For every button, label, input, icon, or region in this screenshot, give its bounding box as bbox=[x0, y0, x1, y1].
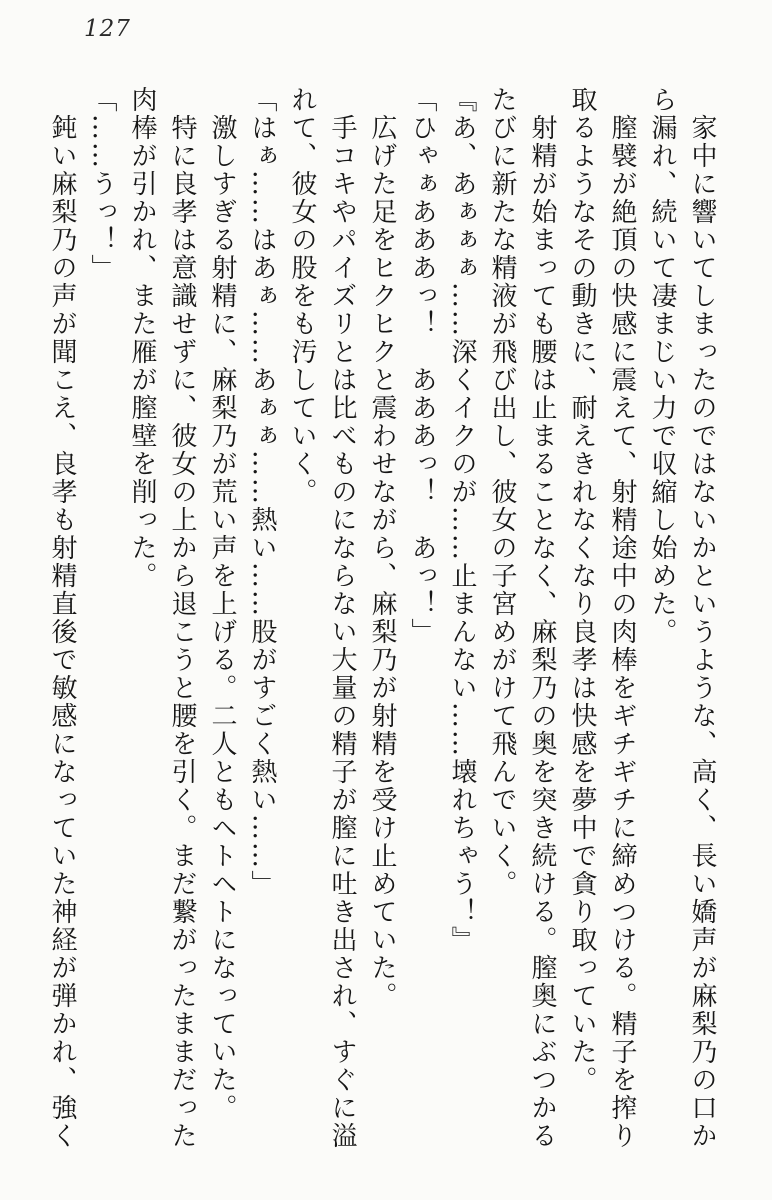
narrative-paragraph bbox=[642, 86, 722, 1154]
text-line: 『あ、あぁぁぁ……深くイクのが……止まんない……壊れちゃう！』 bbox=[447, 86, 477, 954]
text-line: 鈍い麻梨乃の声が聞こえ、良孝も射精直後で敏感になっていた神経が弾かれ、強く bbox=[47, 114, 77, 1150]
text-line: 家中に響いてしまったのではないかというような、高く、長い嬌声が麻梨乃の口か bbox=[687, 114, 717, 1150]
narrative-paragraph bbox=[42, 86, 82, 1154]
dialogue-paragraph bbox=[242, 86, 282, 1154]
text-line: 射精が始まっても腰は止まることなく、麻梨乃の奥を突き続ける。膣奥にぶつかる bbox=[527, 114, 557, 1150]
text-line: 膣襞が絶頂の快感に震えて、射精途中の肉棒をギチギチに締めつける。精子を搾り bbox=[607, 114, 637, 1150]
text-block bbox=[40, 86, 722, 1154]
text-line: たびに新たな精液が飛び出し、彼女の子宮めがけて飛んでいく。 bbox=[487, 86, 517, 898]
page-number: 127 bbox=[84, 16, 131, 42]
text-line: れて、彼女の股をも汚していく。 bbox=[287, 86, 317, 506]
narrative-paragraph bbox=[362, 86, 402, 1154]
text-line: ら漏れ、続いて凄まじい力で収縮し始めた。 bbox=[647, 86, 677, 646]
text-line: 特に良孝は意識せずに、彼女の上から退こうと腰を引く。まだ繋がったままだった bbox=[167, 114, 197, 1150]
narrative-paragraph bbox=[282, 86, 362, 1154]
text-line: 「……うっ！」 bbox=[87, 86, 117, 282]
dialogue-paragraph bbox=[82, 86, 122, 1154]
text-line: 肉棒が引かれ、また雁が膣壁を削った。 bbox=[127, 86, 157, 590]
narrative-paragraph bbox=[122, 86, 202, 1154]
narrative-paragraph bbox=[562, 86, 642, 1154]
text-line: 「ひゃぁあああっ！ あああっ！ あっ！」 bbox=[407, 86, 437, 646]
narrative-paragraph bbox=[482, 86, 562, 1154]
dialogue-paragraph bbox=[402, 86, 442, 1154]
text-line: 取るようなその動きに、耐えきれなくなり良孝は快感を夢中で貪り取っていた。 bbox=[567, 86, 597, 1094]
text-line: 「はぁ……はあぁ……あぁぁ……熱い……股がすごく熱い……」 bbox=[247, 86, 277, 898]
narrative-paragraph bbox=[202, 86, 242, 1154]
text-line: 広げた足をヒクヒクと震わせながら、麻梨乃が射精を受け止めていた。 bbox=[367, 114, 397, 1010]
dialogue-paragraph bbox=[442, 86, 482, 1154]
text-line: 手コキやパイズリとは比べものにならない大量の精子が膣に吐き出され、すぐに溢 bbox=[327, 114, 357, 1150]
text-line: 激しすぎる射精に、麻梨乃が荒い声を上げる。二人ともヘトヘトになっていた。 bbox=[207, 114, 237, 1122]
